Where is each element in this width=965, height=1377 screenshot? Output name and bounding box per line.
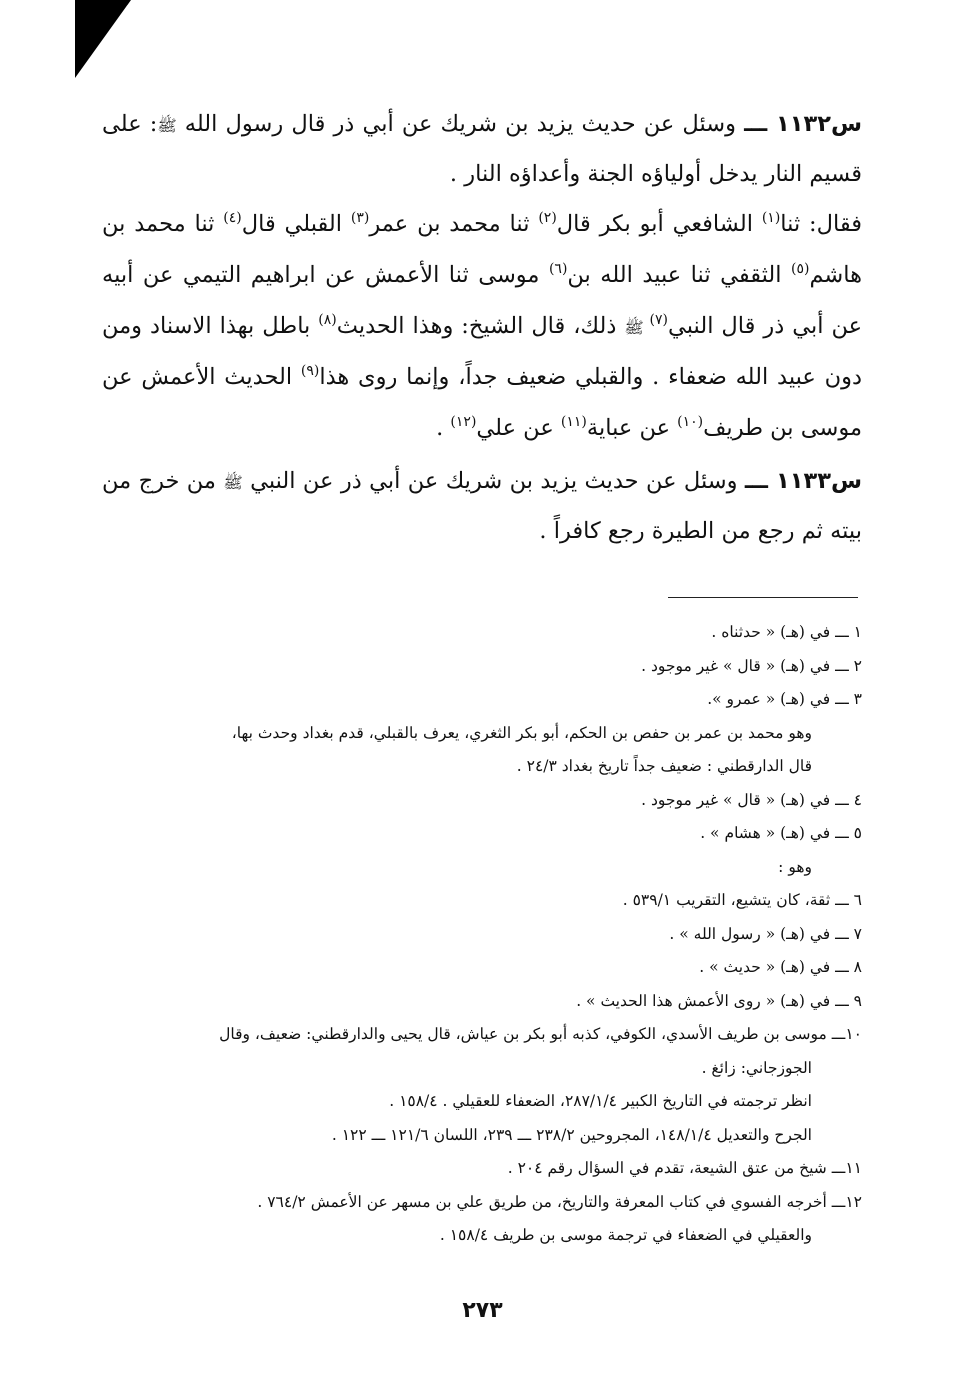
footnote-line: الجوزجاني: زائغ . bbox=[701, 1058, 812, 1077]
footnote-ref: (٩) bbox=[300, 363, 320, 379]
question-number: س١١٣٣ ـــ bbox=[744, 468, 862, 494]
footnote-ref: (١٢) bbox=[450, 414, 477, 430]
pbuh-ligature: ﷺ bbox=[157, 116, 177, 135]
footnote-line: قال الدارقطني : ضعيف جداً تاريخ بغداد ٢٤/٣ . bbox=[516, 757, 812, 775]
footnote-line: ١ ـــ في (هـ) « حدثناه . bbox=[711, 623, 862, 641]
text-run: الحديث الأعمش عن موسى بن طريف bbox=[102, 364, 862, 441]
text-run: باطل بهذا الاسناد ومن دون عبيد الله ضعفاء . والقبلي ضعيف جداً، وإنما روى هذا bbox=[102, 313, 863, 390]
footnote-line: ١١ـــ شيخ من عتق الشيعة، تقدم في السؤال رقم ٢٠٤ . bbox=[507, 1159, 862, 1177]
corner-mark bbox=[75, 0, 131, 78]
question-number: س١١٣٢ ـــ bbox=[744, 111, 862, 137]
paragraph bbox=[102, 457, 862, 555]
footnote-separator bbox=[668, 597, 858, 598]
footnote-line: وهو محمد بن عمر بن حفص بن الحكم، أبو بكر الثغري، يعرف بالقبلي، قدم بغداد وحدث بها، bbox=[231, 723, 812, 742]
footnote-line: ٣ ـــ في (هـ) « عمرو ». bbox=[707, 690, 862, 708]
footnote-line: والعقيلي في الضعفاء في ترجمة موسى بن طريف ١٥٨/٤ . bbox=[439, 1226, 812, 1244]
footnote-ref: (٨) bbox=[318, 312, 337, 328]
footnote-ref: (٢) bbox=[538, 210, 557, 226]
text-run: : على قسيم النار يدخل أولياؤه الجنة وأعداؤه النار . bbox=[102, 111, 862, 187]
paragraph bbox=[102, 200, 862, 455]
footnote-ref: (٧) bbox=[649, 312, 669, 328]
text-run: من خرج من بيته ثم رجع من الطيرة رجع كافراً . bbox=[102, 468, 862, 544]
footnote-ref: (٤) bbox=[223, 210, 242, 226]
footnotes bbox=[122, 616, 862, 1253]
footnote-line: ١٠ـــ موسى بن طريف الأسدي، الكوفي، كذبه أبو بكر بن عياش، قال يحيى والدارقطني: ضعيف، وقال bbox=[219, 1025, 862, 1043]
text-run: الثقفي ثنا عبيد الله بن bbox=[567, 262, 791, 288]
paragraph bbox=[102, 100, 862, 198]
footnote-ref: (١٠) bbox=[677, 414, 704, 430]
text-run: . bbox=[436, 415, 451, 441]
text-run: وسئل عن حديث يزيد بن شريك عن أبي ذر قال رسول الله bbox=[176, 111, 745, 137]
footnote-line: ٥ ـــ في (هـ) « هشام » . bbox=[700, 824, 862, 842]
footnote-line: ١٢ـــ أخرجه الفسوي في كتاب المعرفة والتاريخ، من طريق علي بن مسهر عن الأعمش ٧٦٤/٢ . bbox=[257, 1192, 862, 1211]
main-text bbox=[102, 100, 862, 555]
footnote-line: ٦ ـــ ثقة، كان يتشيع، التقريب ٥٣٩/١ . bbox=[622, 891, 862, 909]
text-run: الشافعي أبو بكر قال bbox=[556, 211, 762, 237]
text-run: ذلك، قال الشيخ: وهذا الحديث bbox=[336, 313, 625, 339]
text-run: عن علي bbox=[476, 415, 561, 441]
text-run: موسى ثنا الأعمش عن ابراهيم التيمي عن أبيه عن أبي ذر قال النبي bbox=[102, 262, 862, 339]
text-run: عن عباية bbox=[586, 415, 678, 441]
footnote-line: ٧ ـــ في (هـ) « رسول الله » . bbox=[669, 924, 862, 943]
footnote-line: ٤ ـــ في (هـ) « قال » غير موجود . bbox=[641, 790, 862, 809]
footnote-ref: (٣) bbox=[350, 210, 370, 226]
footnote-ref: (٥) bbox=[790, 261, 810, 277]
footnote-line: الجرح والتعديل ١٤٨/١/٤، المجروحين ٢٣٨/٢ ـــ ٢٣٩، اللسان ١٢١/٦ ـــ ١٢٢ . bbox=[331, 1125, 812, 1144]
footnote-line: ٩ ـــ في (هـ) « روى الأعمش هذا الحديث » . bbox=[576, 991, 862, 1010]
text-run: القبلي قال bbox=[241, 211, 351, 237]
page-number: ٢٧٣ bbox=[462, 1298, 503, 1323]
footnote-line: وهو : bbox=[778, 857, 812, 876]
footnote-ref: (١١) bbox=[560, 414, 587, 430]
footnote-line: ٨ ـــ في (هـ) « حديث » . bbox=[699, 958, 862, 976]
footnote-ref: (١) bbox=[761, 210, 781, 226]
pbuh-ligature: ﷺ bbox=[223, 473, 243, 492]
footnote-line: ٢ ـــ في (هـ) « قال » غير موجود . bbox=[641, 656, 862, 675]
text-run: وسئل عن حديث يزيد بن شريك عن أبي ذر عن النبي bbox=[242, 468, 745, 494]
footnote-line: انظر ترجمته في التاريخ الكبير ٢٨٧/١/٤، الضعفاء للعقيلي . ١٥٨/٤ . bbox=[389, 1092, 812, 1110]
text-run: ثنا محمد بن هاشم bbox=[102, 211, 862, 288]
footnote-ref: (٦) bbox=[548, 261, 568, 277]
pbuh-ligature: ﷺ bbox=[624, 318, 650, 337]
text-run: ثنا محمد بن عمر bbox=[369, 211, 539, 237]
text-run: فقال: ثنا bbox=[780, 211, 862, 237]
